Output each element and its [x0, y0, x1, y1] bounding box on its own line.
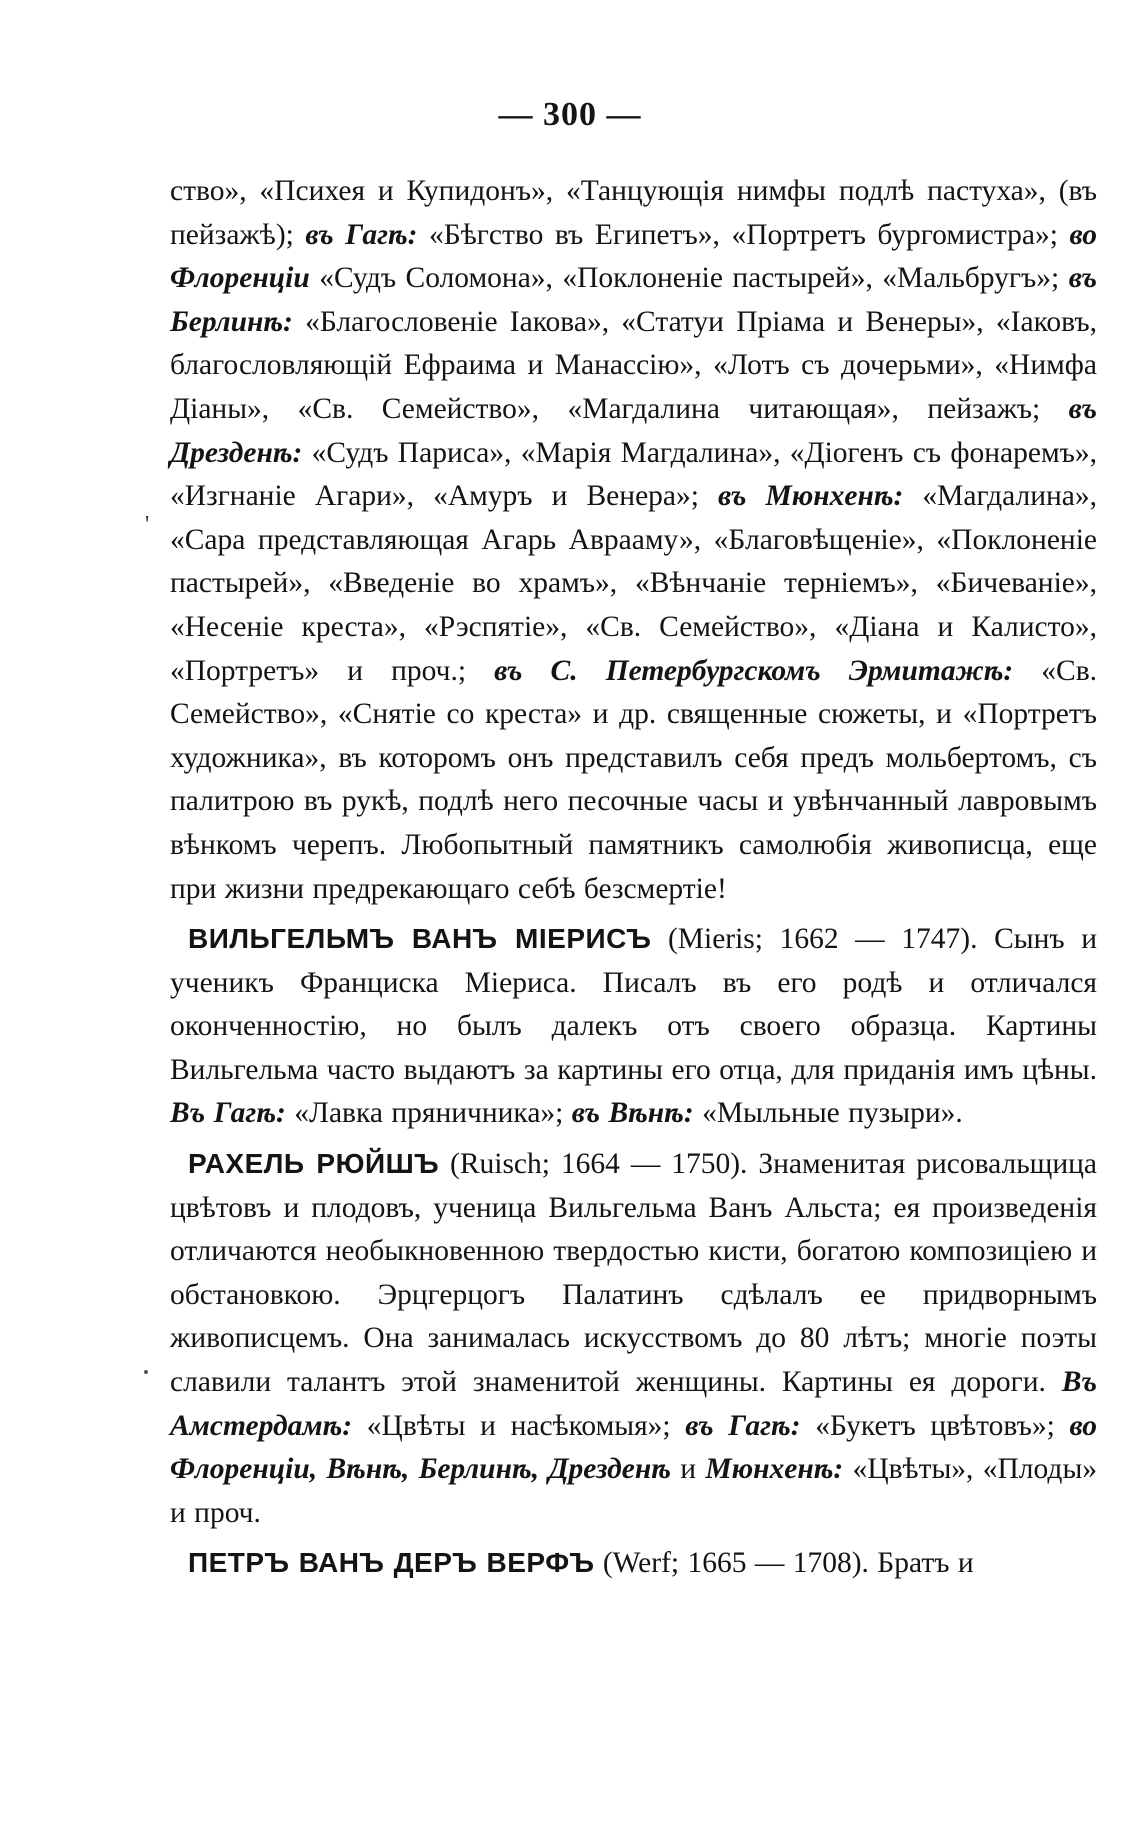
- location-munich: въ Мюнхенѣ:: [718, 480, 904, 513]
- artist-name-ruisch: РАХЕЛЬ РЮЙШЪ: [188, 1148, 440, 1180]
- margin-dot: [144, 1370, 148, 1374]
- location-dresden: въ Дрезденѣ:: [170, 392, 1098, 469]
- location-vienna: въ Вѣнѣ:: [571, 1097, 694, 1130]
- location-hague: въ Гагѣ:: [305, 218, 418, 251]
- location-florence: во Флоренціи: [170, 218, 1098, 295]
- text-run: «Мыльные пузыри».: [702, 1097, 963, 1130]
- text-run: «Св. Семейство», «Снятіе со креста» и др. священные сюжеты, и «Портретъ художника», въ которомъ онъ представилъ себя предъ мольбертомъ, съ палитрою въ рукѣ, подлѣ него песочные часы и увѣнчанный лавровымъ вѣнкомъ черепъ. Любопытный памятникъ самолюбія живописца, еще при жизни предрекающаго себѣ безсмертіе!: [170, 654, 1098, 905]
- location-hermitage: въ С. Петербургскомъ Эрмитажѣ:: [494, 654, 1014, 687]
- artist-name-mieris: ВИЛЬГЕЛЬМЪ ВАНЪ МІЕРИСЪ: [188, 923, 652, 955]
- text-run: «Магдалина», «Сара представляющая Агарь Аврааму», «Благовѣщеніе», «Поклоненіе пастырей», «Введеніе во храмъ», «Вѣнчаніе терніемъ», «Бичеваніе», «Несеніе креста», «Рэспятіе», «Св. Семейство», «Діана и Калисто», «Портретъ» и проч.;: [170, 480, 1098, 687]
- paragraph-werf: [170, 1541, 1097, 1586]
- text-run: «Судъ Париса», «Марія Магдалина», «Діогенъ съ фонаремъ», «Изгнаніе Агари», «Амуръ и Венера»;: [170, 436, 1097, 513]
- location-munich: Мюнхенѣ:: [705, 1453, 844, 1486]
- location-list: во Флоренціи, Вѣнѣ, Берлинѣ, Дрезденѣ: [170, 1409, 1098, 1486]
- margin-mark: ': [145, 512, 150, 538]
- body-text: [170, 170, 1097, 1592]
- paragraph-ruisch: [170, 1142, 1097, 1535]
- page-number: — 300 —: [498, 96, 642, 133]
- text-run: «Благословеніе Іакова», «Статуи Пріама и Венеры», «Іаковъ, благословляющій Ефраима и Манассію», «Лотъ съ дочерьми», «Нимфа Діаны», «Св. Семейство», «Магдалина читающая», пейзажъ;: [170, 305, 1097, 425]
- text-run: и: [680, 1453, 697, 1486]
- text-run: «Судъ Соломона», «Поклоненіе пастырей», «Мальбругъ»;: [319, 262, 1060, 295]
- text-run: «Лавка пряничника»;: [294, 1097, 564, 1130]
- location-berlin: въ Берлинѣ:: [170, 262, 1098, 338]
- text-run: (Werf; 1665 — 1708). Братъ и: [602, 1547, 974, 1580]
- paragraph-mieris: [170, 917, 1097, 1136]
- location-hague: Въ Гагѣ:: [170, 1097, 286, 1130]
- text-run: «Цвѣты», «Плоды» и проч.: [170, 1453, 1098, 1529]
- location-amsterdam: Въ Амстердамѣ:: [170, 1366, 1097, 1442]
- artist-name-werf: ПЕТРЪ ВАНЪ ДЕРЪ ВЕРФЪ: [188, 1547, 595, 1579]
- text-run: (Ruisch; 1664 — 1750). Знаменитая рисовальщица цвѣтовъ и плодовъ, ученица Вильгельма Ванъ Альста; ея произведенія отличаются необыкновенною твердостью кисти, богатою композиціею и обстановкою. Эрцгерцогъ Палатинъ сдѣлалъ ее придворнымъ живописцемъ. Она занималась искусствомъ до 80 лѣтъ; многіе поэты славили талантъ этой знаменитой женщины. Картины ея дороги.: [170, 1148, 1098, 1399]
- location-hague: въ Гагѣ:: [685, 1409, 801, 1442]
- text-run: «Бѣгство въ Египетъ», «Портретъ бургомистра»;: [429, 218, 1058, 251]
- paragraph-continuation: [170, 170, 1097, 911]
- text-run: «Цвѣты и насѣкомыя»;: [366, 1409, 671, 1442]
- text-run: ство», «Психея и Купидонъ», «Танцующія нимфы подлѣ пастуха», (въ пейзажѣ);: [170, 175, 1097, 251]
- text-run: (Mieris; 1662 — 1747). Сынъ и ученикъ Франциска Міериса. Писалъ въ его родѣ и отличался оконченностію, но былъ далекъ отъ своего образца. Картины Вильгельма часто выдаютъ за картины его отца, для приданія имъ цѣны.: [170, 923, 1097, 1086]
- text-run: «Букетъ цвѣтовъ»;: [815, 1409, 1055, 1442]
